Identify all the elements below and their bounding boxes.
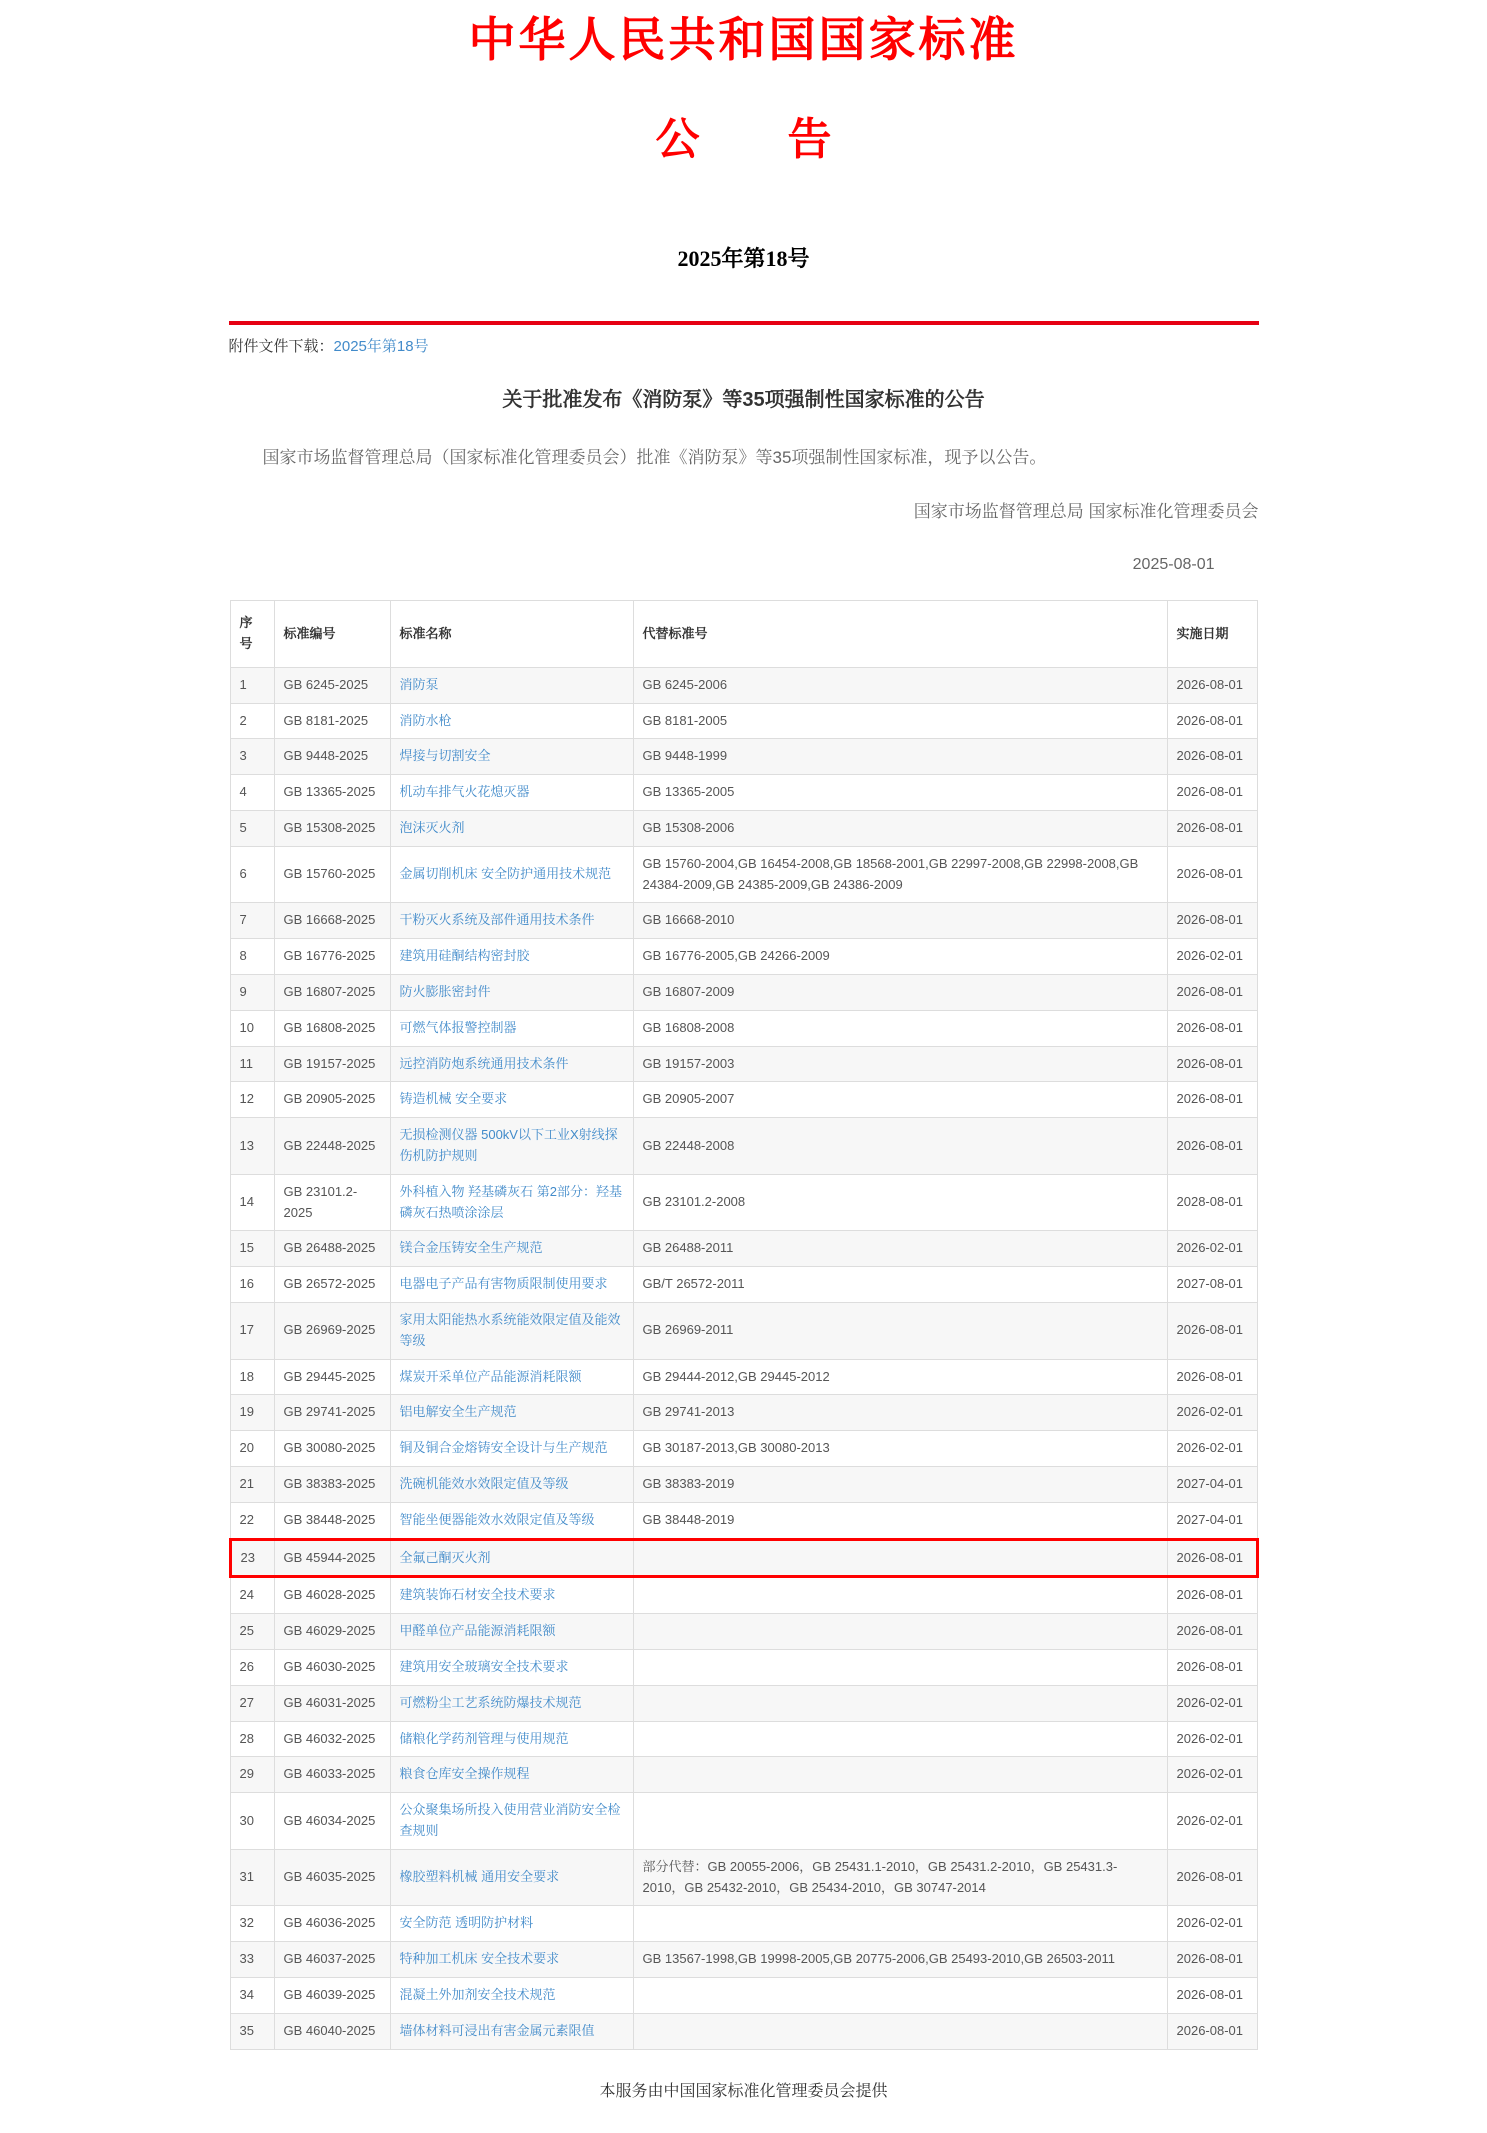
replaced-standards-cell: GB 8181-2005: [633, 703, 1167, 739]
standard-code-cell: GB 46033-2025: [274, 1757, 390, 1793]
replaced-standards-cell: GB 13365-2005: [633, 775, 1167, 811]
table-row: [230, 1010, 1257, 1046]
row-number-cell: 1: [230, 667, 274, 703]
standard-name-link[interactable]: 电器电子产品有害物质限制使用要求: [399, 1276, 608, 1292]
table-row: [230, 1502, 1257, 1539]
standard-name-cell: [390, 1793, 633, 1850]
standard-code-cell: GB 46039-2025: [274, 1977, 390, 2013]
table-row: [230, 1466, 1257, 1502]
row-number-cell: 30: [230, 1793, 274, 1850]
standard-code-cell: GB 46035-2025: [274, 1849, 390, 1906]
table-row: [230, 846, 1257, 903]
table-row: [230, 1685, 1257, 1721]
implementation-date-cell: 2026-08-01: [1167, 703, 1257, 739]
implementation-date-cell: 2026-02-01: [1167, 1431, 1257, 1467]
implementation-date-cell: 2026-08-01: [1167, 1010, 1257, 1046]
replaced-standards-cell: [633, 1577, 1167, 1614]
standard-name-cell: [390, 846, 633, 903]
standard-name-link[interactable]: 金属切削机床 安全防护通用技术规范: [399, 866, 612, 882]
standard-code-cell: GB 29741-2025: [274, 1395, 390, 1431]
table-row: [230, 775, 1257, 811]
row-number-cell: 23: [230, 1539, 274, 1577]
standard-name-cell: [390, 1395, 633, 1431]
implementation-date-cell: 2027-04-01: [1167, 1502, 1257, 1539]
standards-table-body: [230, 667, 1257, 2049]
row-number-cell: 33: [230, 1942, 274, 1978]
row-number-cell: 35: [230, 2013, 274, 2049]
replaced-standards-cell: GB 6245-2006: [633, 667, 1167, 703]
replaced-standards-cell: [633, 1649, 1167, 1685]
standard-name-link[interactable]: 家用太阳能热水系统能效限定值及能效等级: [399, 1312, 621, 1348]
replaced-standards-cell: GB 29741-2013: [633, 1395, 1167, 1431]
standard-name-link[interactable]: 消防水枪: [399, 712, 452, 728]
replaced-standards-cell: GB 15760-2004,GB 16454-2008,GB 18568-2001,GB 22997-2008,GB 22998-2008,GB 24384-2009,GB 24385-2009,GB 24386-2009: [633, 846, 1167, 903]
implementation-date-cell: 2026-08-01: [1167, 2013, 1257, 2049]
standard-name-cell: [390, 1046, 633, 1082]
replaced-standards-cell: GB/T 26572-2011: [633, 1267, 1167, 1303]
row-number-cell: 18: [230, 1359, 274, 1395]
standard-name-cell: [390, 1231, 633, 1267]
standard-name-link[interactable]: 无损检测仪器 500kV以下工业X射线探伤机防护规则: [399, 1127, 618, 1164]
implementation-date-cell: 2026-08-01: [1167, 846, 1257, 903]
standard-name-link[interactable]: 铜及铜合金熔铸安全设计与生产规范: [399, 1440, 608, 1456]
implementation-date-cell: 2026-08-01: [1167, 1977, 1257, 2013]
implementation-date-cell: 2026-08-01: [1167, 1942, 1257, 1978]
attachment-label: 附件文件下载：: [228, 338, 334, 356]
standard-name-link[interactable]: 橡胶塑料机械 通用安全要求: [399, 1869, 560, 1885]
row-number-cell: 27: [230, 1685, 274, 1721]
publish-date: 2025-08-01: [1132, 556, 1215, 574]
standard-name-cell: [390, 1649, 633, 1685]
replaced-standards-cell: GB 26488-2011: [633, 1231, 1167, 1267]
standard-code-cell: GB 16776-2025: [274, 939, 390, 975]
standard-code-cell: GB 26572-2025: [274, 1267, 390, 1303]
row-number-cell: 13: [230, 1118, 274, 1175]
row-number-cell: 3: [230, 739, 274, 775]
replaced-standards-cell: GB 20905-2007: [633, 1082, 1167, 1118]
table-row: [230, 1118, 1257, 1175]
standard-name-cell: [390, 1942, 633, 1978]
standard-name-cell: [390, 1010, 633, 1046]
standard-name-link[interactable]: 建筑用安全玻璃安全技术要求: [399, 1658, 569, 1674]
announcement-word-title: 公 告: [655, 114, 832, 164]
implementation-date-cell: 2026-02-01: [1167, 1757, 1257, 1793]
standard-name-link[interactable]: 公众聚集场所投入使用营业消防安全检查规则: [399, 1802, 621, 1838]
table-row: [230, 1849, 1257, 1906]
implementation-date-cell: 2026-02-01: [1167, 1395, 1257, 1431]
implementation-date-cell: 2026-08-01: [1167, 1046, 1257, 1082]
standard-name-cell: [390, 1466, 633, 1502]
standard-name-cell: [390, 1721, 633, 1757]
table-row: [230, 1267, 1257, 1303]
replaced-standards-cell: GB 13567-1998,GB 19998-2005,GB 20775-2006,GB 25493-2010,GB 26503-2011: [633, 1942, 1167, 1978]
replaced-standards-cell: GB 26969-2011: [633, 1303, 1167, 1360]
standard-code-cell: GB 23101.2-2025: [274, 1174, 390, 1231]
standard-name-cell: [390, 1118, 633, 1175]
replaced-standards-cell: GB 16668-2010: [633, 903, 1167, 939]
standard-name-link[interactable]: 远控消防炮系统通用技术条件: [399, 1055, 569, 1071]
row-number-cell: 16: [230, 1267, 274, 1303]
standard-name-cell: [390, 703, 633, 739]
standard-code-cell: GB 19157-2025: [274, 1046, 390, 1082]
row-number-cell: 6: [230, 846, 274, 903]
row-number-cell: 4: [230, 775, 274, 811]
standard-name-link[interactable]: 机动车排气火花熄灭器: [399, 784, 530, 800]
implementation-date-cell: 2026-08-01: [1167, 775, 1257, 811]
implementation-date-cell: 2026-08-01: [1167, 1118, 1257, 1175]
standard-name-link[interactable]: 铸造机械 安全要求: [399, 1091, 508, 1107]
standard-name-link[interactable]: 消防泵: [399, 676, 439, 692]
standard-name-cell: [390, 1303, 633, 1360]
replaced-standards-cell: GB 15308-2006: [633, 811, 1167, 847]
table-row: [230, 1231, 1257, 1267]
row-number-cell: 10: [230, 1010, 274, 1046]
table-row: [230, 1793, 1257, 1850]
standard-code-cell: GB 15308-2025: [274, 811, 390, 847]
standard-name-cell: [390, 1267, 633, 1303]
table-row: [230, 1649, 1257, 1685]
row-number-cell: 26: [230, 1649, 274, 1685]
standard-name-cell: [390, 975, 633, 1011]
standard-code-cell: GB 16668-2025: [274, 903, 390, 939]
implementation-date-cell: 2026-08-01: [1167, 1577, 1257, 1614]
standard-name-cell: [390, 1849, 633, 1906]
issuing-authority-signature: 国家市场监督管理总局 国家标准化管理委员会: [913, 502, 1259, 522]
standard-code-cell: GB 45944-2025: [274, 1539, 390, 1577]
row-number-cell: 17: [230, 1303, 274, 1360]
row-number-cell: 32: [230, 1906, 274, 1942]
standard-code-cell: GB 26488-2025: [274, 1231, 390, 1267]
table-row: [230, 1395, 1257, 1431]
issue-number: 2025年第18号: [677, 246, 810, 272]
table-row: [230, 1046, 1257, 1082]
standard-code-cell: GB 29445-2025: [274, 1359, 390, 1395]
standard-name-cell: [390, 1082, 633, 1118]
row-number-cell: 34: [230, 1977, 274, 2013]
replaced-standards-cell: [633, 1614, 1167, 1650]
replaced-standards-cell: [633, 1793, 1167, 1850]
replaced-standards-cell: GB 38448-2019: [633, 1502, 1167, 1539]
replaced-standards-cell: [633, 1685, 1167, 1721]
row-number-cell: 7: [230, 903, 274, 939]
replaced-standards-cell: GB 16808-2008: [633, 1010, 1167, 1046]
replaced-standards-cell: GB 22448-2008: [633, 1118, 1167, 1175]
standard-name-link[interactable]: 防火膨胀密封件: [399, 984, 491, 1000]
implementation-date-cell: 2026-08-01: [1167, 1303, 1257, 1360]
standard-name-cell: [390, 1906, 633, 1942]
standard-code-cell: GB 46040-2025: [274, 2013, 390, 2049]
table-row: [230, 1082, 1257, 1118]
standard-name-link[interactable]: 特种加工机床 安全技术要求: [399, 1951, 560, 1967]
implementation-date-cell: 2026-08-01: [1167, 811, 1257, 847]
standard-name-cell: [390, 1685, 633, 1721]
row-number-cell: 11: [230, 1046, 274, 1082]
standards-table: [229, 600, 1259, 2049]
announcement-title: 关于批准发布《消防泵》等35项强制性国家标准的公告: [502, 389, 985, 412]
row-number-cell: 14: [230, 1174, 274, 1231]
replaced-standards-cell: [633, 1539, 1167, 1577]
standard-name-link[interactable]: 安全防范 透明防护材料: [399, 1915, 534, 1931]
table-row: [230, 1174, 1257, 1231]
standard-name-cell: [390, 1539, 633, 1577]
standard-code-cell: GB 38448-2025: [274, 1502, 390, 1539]
row-number-cell: 22: [230, 1502, 274, 1539]
row-number-cell: 2: [230, 703, 274, 739]
implementation-date-cell: 2026-08-01: [1167, 1359, 1257, 1395]
replaced-standards-cell: GB 29444-2012,GB 29445-2012: [633, 1359, 1167, 1395]
standard-code-cell: GB 13365-2025: [274, 775, 390, 811]
row-number-cell: 12: [230, 1082, 274, 1118]
row-number-cell: 20: [230, 1431, 274, 1467]
attachment-download-link[interactable]: 2025年第18号: [333, 338, 429, 356]
standard-code-cell: GB 26969-2025: [274, 1303, 390, 1360]
standard-name-cell: [390, 1431, 633, 1467]
table-row: [230, 1721, 1257, 1757]
header-implementation-date: 实施日期: [1167, 601, 1257, 668]
table-row: [230, 811, 1257, 847]
standard-code-cell: GB 30080-2025: [274, 1431, 390, 1467]
row-number-cell: 21: [230, 1466, 274, 1502]
replaced-standards-cell: [633, 1721, 1167, 1757]
standard-code-cell: GB 46036-2025: [274, 1906, 390, 1942]
standard-name-link[interactable]: 混凝土外加剂安全技术规范: [399, 1986, 556, 2002]
announcement-body: 国家市场监督管理总局（国家标准化管理委员会）批准《消防泵》等35项强制性国家标准，现予以公告。: [262, 448, 1047, 468]
standard-name-link[interactable]: 外科植入物 羟基磷灰石 第2部分：羟基磷灰石热喷涂涂层: [399, 1183, 622, 1220]
standard-name-cell: [390, 811, 633, 847]
implementation-date-cell: 2026-08-01: [1167, 1849, 1257, 1906]
standard-name-cell: [390, 1359, 633, 1395]
row-number-cell: 8: [230, 939, 274, 975]
standard-name-cell: [390, 939, 633, 975]
attachment-download-row: [229, 325, 1259, 360]
standard-name-cell: [390, 1174, 633, 1231]
replaced-standards-cell: GB 16776-2005,GB 24266-2009: [633, 939, 1167, 975]
replaced-standards-cell: [633, 2013, 1167, 2049]
row-number-cell: 5: [230, 811, 274, 847]
implementation-date-cell: 2026-08-01: [1167, 1649, 1257, 1685]
standard-name-link[interactable]: 洗碗机能效水效限定值及等级: [399, 1475, 569, 1491]
implementation-date-cell: 2026-08-01: [1167, 739, 1257, 775]
table-row: [230, 1303, 1257, 1360]
standard-name-link[interactable]: 建筑装饰石材安全技术要求: [399, 1587, 556, 1603]
standard-name-cell: [390, 1577, 633, 1614]
table-row: [230, 2013, 1257, 2049]
standard-code-cell: GB 46031-2025: [274, 1685, 390, 1721]
content-container: [229, 0, 1259, 2133]
row-number-cell: 28: [230, 1721, 274, 1757]
table-row: [230, 1614, 1257, 1650]
table-row: [230, 667, 1257, 703]
replaced-standards-cell: GB 19157-2003: [633, 1046, 1167, 1082]
implementation-date-cell: 2026-02-01: [1167, 1793, 1257, 1850]
replaced-standards-cell: [633, 1757, 1167, 1793]
implementation-date-cell: 2027-08-01: [1167, 1267, 1257, 1303]
replaced-standards-cell: GB 38383-2019: [633, 1466, 1167, 1502]
row-number-cell: 25: [230, 1614, 274, 1650]
header-row-number: 序号: [230, 601, 274, 668]
replaced-standards-cell: GB 9448-1999: [633, 739, 1167, 775]
standard-name-link[interactable]: 智能坐便器能效水效限定值及等级: [399, 1511, 595, 1527]
row-number-cell: 31: [230, 1849, 274, 1906]
replaced-standards-cell: [633, 1906, 1167, 1942]
implementation-date-cell: 2026-08-01: [1167, 1082, 1257, 1118]
implementation-date-cell: 2026-02-01: [1167, 1721, 1257, 1757]
standard-name-cell: [390, 1502, 633, 1539]
standard-code-cell: GB 20905-2025: [274, 1082, 390, 1118]
implementation-date-cell: 2026-08-01: [1167, 975, 1257, 1011]
table-row: [230, 1757, 1257, 1793]
replaced-standards-cell: GB 30187-2013,GB 30080-2013: [633, 1431, 1167, 1467]
replaced-standards-cell: 部分代替：GB 20055-2006，GB 25431.1-2010，GB 25431.2-2010，GB 25431.3-2010，GB 25432-2010，GB 25434-2010，GB 30747-2014: [633, 1849, 1167, 1906]
header-replaced-standards: 代替标准号: [633, 601, 1167, 668]
implementation-date-cell: 2028-08-01: [1167, 1174, 1257, 1231]
standard-name-link[interactable]: 可燃气体报警控制器: [399, 1019, 517, 1035]
header-standard-name: 标准名称: [390, 601, 633, 668]
table-row: [230, 939, 1257, 975]
standard-name-link[interactable]: 铝电解安全生产规范: [399, 1404, 517, 1420]
standard-name-cell: [390, 667, 633, 703]
standard-code-cell: GB 8181-2025: [274, 703, 390, 739]
standard-code-cell: GB 15760-2025: [274, 846, 390, 903]
standard-name-cell: [390, 739, 633, 775]
table-row: [230, 703, 1257, 739]
implementation-date-cell: 2026-02-01: [1167, 1685, 1257, 1721]
implementation-date-cell: 2026-02-01: [1167, 1906, 1257, 1942]
table-row: [230, 1431, 1257, 1467]
table-row: [230, 1577, 1257, 1614]
standard-name-cell: [390, 775, 633, 811]
standard-code-cell: GB 46037-2025: [274, 1942, 390, 1978]
standard-name-cell: [390, 1614, 633, 1650]
standard-name-link[interactable]: 墙体材料可浸出有害金属元素限值: [399, 2022, 595, 2038]
standard-code-cell: GB 46028-2025: [274, 1577, 390, 1614]
standard-name-link[interactable]: 粮食仓库安全操作规程: [399, 1766, 530, 1782]
standard-code-cell: GB 6245-2025: [274, 667, 390, 703]
implementation-date-cell: 2026-08-01: [1167, 667, 1257, 703]
standard-code-cell: GB 22448-2025: [274, 1118, 390, 1175]
table-row: [230, 1359, 1257, 1395]
row-number-cell: 24: [230, 1577, 274, 1614]
table-row: [230, 903, 1257, 939]
implementation-date-cell: 2026-02-01: [1167, 939, 1257, 975]
replaced-standards-cell: GB 23101.2-2008: [633, 1174, 1167, 1231]
standard-name-link[interactable]: 储粮化学药剂管理与使用规范: [399, 1730, 569, 1746]
table-row: [230, 1539, 1257, 1577]
standard-code-cell: GB 46030-2025: [274, 1649, 390, 1685]
header-standard-code: 标准编号: [274, 601, 390, 668]
standard-code-cell: GB 46034-2025: [274, 1793, 390, 1850]
standard-name-link[interactable]: 全氟己酮灭火剂: [399, 1549, 491, 1565]
table-row: [230, 975, 1257, 1011]
standard-name-cell: [390, 1757, 633, 1793]
standard-code-cell: GB 46029-2025: [274, 1614, 390, 1650]
standard-name-cell: [390, 2013, 633, 2049]
standard-name-link[interactable]: 可燃粉尘工艺系统防爆技术规范: [399, 1694, 582, 1710]
standard-name-link[interactable]: 焊接与切割安全: [399, 748, 491, 764]
standard-code-cell: GB 9448-2025: [274, 739, 390, 775]
standard-name-link[interactable]: 甲醛单位产品能源消耗限额: [399, 1623, 556, 1639]
row-number-cell: 19: [230, 1395, 274, 1431]
footer-service-note: 本服务由中国国家标准化管理委员会提供: [599, 2082, 888, 2100]
table-row: [230, 1942, 1257, 1978]
replaced-standards-cell: GB 16807-2009: [633, 975, 1167, 1011]
implementation-date-cell: 2026-08-01: [1167, 1614, 1257, 1650]
standard-code-cell: GB 46032-2025: [274, 1721, 390, 1757]
standard-code-cell: GB 38383-2025: [274, 1466, 390, 1502]
row-number-cell: 9: [230, 975, 274, 1011]
table-row: [230, 739, 1257, 775]
row-number-cell: 15: [230, 1231, 274, 1267]
standard-code-cell: GB 16807-2025: [274, 975, 390, 1011]
implementation-date-cell: 2026-08-01: [1167, 903, 1257, 939]
implementation-date-cell: 2026-08-01: [1167, 1539, 1257, 1577]
standard-name-link[interactable]: 干粉灭火系统及部件通用技术条件: [399, 912, 595, 928]
standard-name-link[interactable]: 镁合金压铸安全生产规范: [399, 1240, 543, 1256]
row-number-cell: 29: [230, 1757, 274, 1793]
standard-name-cell: [390, 903, 633, 939]
implementation-date-cell: 2027-04-01: [1167, 1466, 1257, 1502]
standard-name-link[interactable]: 泡沫灭火剂: [399, 820, 465, 836]
page-title: 中华人民共和国国家标准: [468, 15, 1019, 67]
table-header-row: [230, 601, 1257, 668]
implementation-date-cell: 2026-02-01: [1167, 1231, 1257, 1267]
standard-code-cell: GB 16808-2025: [274, 1010, 390, 1046]
table-row: [230, 1906, 1257, 1942]
standard-name-link[interactable]: 煤炭开采单位产品能源消耗限额: [399, 1368, 582, 1384]
standard-name-link[interactable]: 建筑用硅酮结构密封胶: [399, 948, 530, 964]
